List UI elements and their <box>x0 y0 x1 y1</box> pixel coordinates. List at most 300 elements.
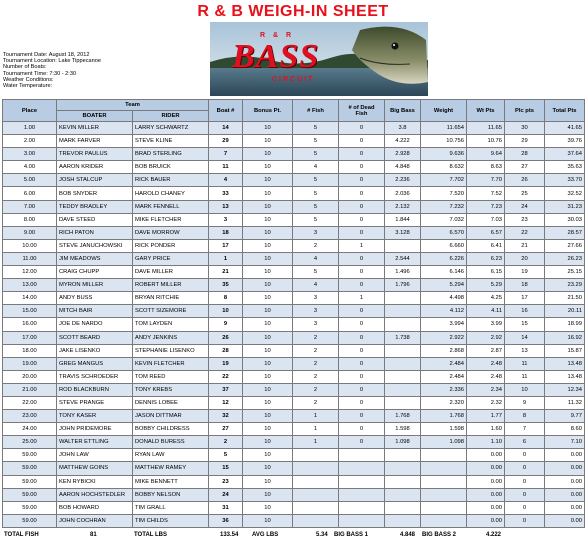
table-row <box>3 279 585 292</box>
cell-total-pts: 9.77 <box>545 410 585 423</box>
cell-big-bass: 2.236 <box>385 174 421 187</box>
cell-plc-pts: 0 <box>505 514 545 527</box>
cell-weight: 4.112 <box>421 305 467 318</box>
cell-big-bass <box>385 396 421 409</box>
cell-total-pts: 23.29 <box>545 279 585 292</box>
header-plc-pts: Plc pts <box>505 100 545 122</box>
cell-wt-pts: 7.23 <box>467 200 505 213</box>
cell-dead-fish: 0 <box>339 331 385 344</box>
cell-place: 8.00 <box>3 213 57 226</box>
cell-weight: 10.756 <box>421 135 467 148</box>
cell-fish <box>293 514 339 527</box>
cell-rider: MIKE FLETCHER <box>133 213 209 226</box>
table-row <box>3 475 585 488</box>
cell-wt-pts: 10.76 <box>467 135 505 148</box>
cell-total-pts: 18.99 <box>545 318 585 331</box>
cell-place: 19.00 <box>3 357 57 370</box>
cell-boater: TRAVIS SCHROEDER <box>57 370 133 383</box>
cell-big-bass: 1.598 <box>385 423 421 436</box>
cell-boat: 15 <box>209 462 243 475</box>
cell-boat: 29 <box>209 135 243 148</box>
cell-wt-pts: 5.29 <box>467 279 505 292</box>
total-lbs-label: TOTAL LBS <box>134 532 167 538</box>
cell-dead-fish: 0 <box>339 423 385 436</box>
cell-dead-fish: 0 <box>339 213 385 226</box>
cell-place: 6.00 <box>3 187 57 200</box>
cell-big-bass <box>385 514 421 527</box>
cell-boater: DAVE STEED <box>57 213 133 226</box>
cell-plc-pts: 13 <box>505 344 545 357</box>
cell-boat: 31 <box>209 501 243 514</box>
cell-boat: 12 <box>209 396 243 409</box>
cell-weight: 1.768 <box>421 410 467 423</box>
cell-place: 24.00 <box>3 423 57 436</box>
cell-big-bass: 1.738 <box>385 331 421 344</box>
header-place: Place <box>3 100 57 122</box>
table-row <box>3 449 585 462</box>
cell-dead-fish: 0 <box>339 410 385 423</box>
cell-weight <box>421 488 467 501</box>
cell-weight: 6.146 <box>421 266 467 279</box>
cell-rider: TIM CHILDS <box>133 514 209 527</box>
table-row <box>3 331 585 344</box>
cell-rider: DONALD BURESS <box>133 436 209 449</box>
cell-dead-fish: 0 <box>339 122 385 135</box>
cell-big-bass <box>385 501 421 514</box>
cell-total-pts: 31.23 <box>545 200 585 213</box>
cell-fish: 2 <box>293 239 339 252</box>
bass-circuit-logo <box>210 22 428 96</box>
cell-plc-pts: 30 <box>505 122 545 135</box>
cell-boater: BOB HOWARD <box>57 501 133 514</box>
cell-place: 12.00 <box>3 266 57 279</box>
cell-plc-pts: 26 <box>505 174 545 187</box>
cell-bonus: 10 <box>243 148 293 161</box>
water-temperature: Water Temperature: <box>3 83 53 90</box>
cell-total-pts: 32.52 <box>545 187 585 200</box>
cell-dead-fish: 0 <box>339 226 385 239</box>
table-row <box>3 370 585 383</box>
total-lbs-value: 133.54 <box>220 532 239 538</box>
cell-big-bass <box>385 305 421 318</box>
header-dead-line1: # of Dead <box>348 104 375 111</box>
cell-bonus: 10 <box>243 200 293 213</box>
cell-total-pts: 11.32 <box>545 396 585 409</box>
cell-dead-fish: 0 <box>339 252 385 265</box>
cell-rider: RICK BAUER <box>133 174 209 187</box>
table-row <box>3 122 585 135</box>
cell-boat: 14 <box>209 122 243 135</box>
cell-rider: GARY PRICE <box>133 252 209 265</box>
cell-plc-pts: 20 <box>505 252 545 265</box>
cell-weight: 7.520 <box>421 187 467 200</box>
cell-plc-pts: 0 <box>505 501 545 514</box>
cell-big-bass: 1.844 <box>385 213 421 226</box>
cell-plc-pts: 23 <box>505 213 545 226</box>
table-row <box>3 239 585 252</box>
cell-wt-pts: 2.48 <box>467 357 505 370</box>
cell-place: 23.00 <box>3 410 57 423</box>
cell-big-bass <box>385 292 421 305</box>
cell-wt-pts: 7.52 <box>467 187 505 200</box>
cell-weight: 11.654 <box>421 122 467 135</box>
cell-big-bass <box>385 370 421 383</box>
cell-dead-fish <box>339 501 385 514</box>
cell-rider: TOM REED <box>133 370 209 383</box>
cell-weight: 9.636 <box>421 148 467 161</box>
cell-boat: 37 <box>209 383 243 396</box>
cell-plc-pts: 25 <box>505 187 545 200</box>
header-wt-pts: Wt Pts <box>467 100 505 122</box>
cell-big-bass <box>385 318 421 331</box>
cell-bonus: 10 <box>243 436 293 449</box>
cell-weight: 2.336 <box>421 383 467 396</box>
cell-place: 10.00 <box>3 239 57 252</box>
cell-boater: JOHN LAW <box>57 449 133 462</box>
cell-big-bass: 1.796 <box>385 279 421 292</box>
cell-rider: SCOTT SIZEMORE <box>133 305 209 318</box>
cell-plc-pts: 17 <box>505 292 545 305</box>
cell-total-pts: 26.23 <box>545 252 585 265</box>
cell-fish <box>293 449 339 462</box>
cell-total-pts: 0.00 <box>545 501 585 514</box>
cell-boater: GREG MANGUS <box>57 357 133 370</box>
table-row <box>3 226 585 239</box>
big-bass-1-value: 4.848 <box>400 532 416 538</box>
cell-bonus: 10 <box>243 514 293 527</box>
cell-fish: 5 <box>293 174 339 187</box>
cell-boater: CRAIG CHUPP <box>57 266 133 279</box>
cell-big-bass: 3.128 <box>385 226 421 239</box>
weigh-in-table <box>2 99 585 528</box>
cell-boat: 23 <box>209 475 243 488</box>
cell-big-bass <box>385 475 421 488</box>
cell-fish <box>293 462 339 475</box>
cell-boater: JOHN COCHRAN <box>57 514 133 527</box>
cell-boat: 1 <box>209 252 243 265</box>
cell-big-bass: 4.848 <box>385 161 421 174</box>
cell-place: 21.00 <box>3 383 57 396</box>
cell-weight: 4.498 <box>421 292 467 305</box>
logo-small-text: R & R <box>260 32 295 39</box>
cell-dead-fish: 0 <box>339 436 385 449</box>
cell-wt-pts: 0.00 <box>467 475 505 488</box>
cell-plc-pts: 9 <box>505 396 545 409</box>
cell-place: 22.00 <box>3 396 57 409</box>
cell-weight: 6.570 <box>421 226 467 239</box>
cell-rider: RYAN LAW <box>133 449 209 462</box>
cell-bonus: 10 <box>243 331 293 344</box>
table-row <box>3 252 585 265</box>
table-row <box>3 187 585 200</box>
cell-rider: MIKE BENNETT <box>133 475 209 488</box>
cell-total-pts: 25.15 <box>545 266 585 279</box>
cell-rider: MARK FENNELL <box>133 200 209 213</box>
cell-total-pts: 39.76 <box>545 135 585 148</box>
cell-rider: BOB BRUICK <box>133 161 209 174</box>
header-big-bass: Big Bass <box>385 100 421 122</box>
logo-main-text: BASS <box>232 38 320 75</box>
cell-boat: 22 <box>209 370 243 383</box>
cell-dead-fish: 0 <box>339 344 385 357</box>
cell-plc-pts: 7 <box>505 423 545 436</box>
cell-boater: ANDY BUSS <box>57 292 133 305</box>
cell-dead-fish: 1 <box>339 292 385 305</box>
cell-dead-fish: 0 <box>339 161 385 174</box>
cell-wt-pts: 2.32 <box>467 396 505 409</box>
cell-place: 18.00 <box>3 344 57 357</box>
cell-big-bass: 3.8 <box>385 122 421 135</box>
cell-dead-fish: 0 <box>339 318 385 331</box>
cell-plc-pts: 21 <box>505 239 545 252</box>
cell-fish: 5 <box>293 148 339 161</box>
cell-rider: BRAD STERLING <box>133 148 209 161</box>
cell-dead-fish: 0 <box>339 383 385 396</box>
cell-boat: 9 <box>209 318 243 331</box>
cell-plc-pts: 27 <box>505 161 545 174</box>
cell-weight: 3.994 <box>421 318 467 331</box>
cell-dead-fish: 0 <box>339 187 385 200</box>
cell-total-pts: 28.57 <box>545 226 585 239</box>
cell-wt-pts: 7.70 <box>467 174 505 187</box>
cell-total-pts: 8.60 <box>545 423 585 436</box>
cell-dead-fish: 0 <box>339 135 385 148</box>
cell-wt-pts: 1.10 <box>467 436 505 449</box>
cell-boater: ROD BLACKBURN <box>57 383 133 396</box>
cell-weight: 7.032 <box>421 213 467 226</box>
cell-bonus: 10 <box>243 370 293 383</box>
cell-fish: 2 <box>293 396 339 409</box>
cell-plc-pts: 6 <box>505 436 545 449</box>
cell-boater: JOSH STALCUP <box>57 174 133 187</box>
cell-place: 13.00 <box>3 279 57 292</box>
cell-plc-pts: 28 <box>505 148 545 161</box>
cell-boat: 32 <box>209 410 243 423</box>
cell-rider: DAVE MILLER <box>133 266 209 279</box>
cell-place: 59.00 <box>3 475 57 488</box>
header-weight: Weight <box>421 100 467 122</box>
cell-boater: AARON HOCHSTEDLER <box>57 488 133 501</box>
cell-rider: LARRY SCHWARTZ <box>133 122 209 135</box>
cell-total-pts: 27.66 <box>545 239 585 252</box>
cell-total-pts: 35.63 <box>545 161 585 174</box>
cell-big-bass <box>385 357 421 370</box>
cell-rider: JASON DITTMAR <box>133 410 209 423</box>
cell-boater: MATTHEW GOINS <box>57 462 133 475</box>
cell-boater: RICH PATON <box>57 226 133 239</box>
cell-wt-pts: 0.00 <box>467 449 505 462</box>
cell-bonus: 10 <box>243 383 293 396</box>
cell-rider: TOM LAYDEN <box>133 318 209 331</box>
cell-big-bass <box>385 449 421 462</box>
header-team: Team <box>57 100 209 111</box>
cell-weight <box>421 462 467 475</box>
table-row <box>3 305 585 318</box>
cell-wt-pts: 0.00 <box>467 514 505 527</box>
cell-big-bass <box>385 462 421 475</box>
cell-place: 59.00 <box>3 449 57 462</box>
header-dead-line2: Fish <box>355 110 368 117</box>
cell-dead-fish: 0 <box>339 200 385 213</box>
cell-boater: AARON KRIDER <box>57 161 133 174</box>
cell-boater: TEDDY BRADLEY <box>57 200 133 213</box>
logo-sub-text: CIRCUIT <box>272 76 315 83</box>
cell-big-bass <box>385 239 421 252</box>
cell-fish: 5 <box>293 135 339 148</box>
cell-boater: TREVOR PAULUS <box>57 148 133 161</box>
cell-total-pts: 15.87 <box>545 344 585 357</box>
cell-bonus: 10 <box>243 462 293 475</box>
table-row <box>3 174 585 187</box>
cell-fish: 3 <box>293 292 339 305</box>
cell-fish: 2 <box>293 357 339 370</box>
cell-rider: RICK PONDER <box>133 239 209 252</box>
cell-fish: 4 <box>293 161 339 174</box>
cell-wt-pts: 2.87 <box>467 344 505 357</box>
cell-boat: 24 <box>209 488 243 501</box>
cell-place: 59.00 <box>3 462 57 475</box>
cell-boater: TONY KASER <box>57 410 133 423</box>
table-row <box>3 161 585 174</box>
table-row <box>3 266 585 279</box>
cell-rider: DENNIS LOBEE <box>133 396 209 409</box>
cell-dead-fish <box>339 488 385 501</box>
cell-bonus: 10 <box>243 501 293 514</box>
cell-dead-fish <box>339 449 385 462</box>
cell-place: 2.00 <box>3 135 57 148</box>
cell-boater: KEVIN MILLER <box>57 122 133 135</box>
cell-fish <box>293 475 339 488</box>
cell-wt-pts: 0.00 <box>467 462 505 475</box>
number-of-boats: Number of Boats: <box>3 64 47 71</box>
cell-boater: SCOTT BEARD <box>57 331 133 344</box>
cell-boater: STEVE PRANGE <box>57 396 133 409</box>
cell-wt-pts: 0.00 <box>467 501 505 514</box>
cell-total-pts: 20.11 <box>545 305 585 318</box>
big-bass-2-value: 4.222 <box>486 532 502 538</box>
cell-plc-pts: 10 <box>505 383 545 396</box>
cell-wt-pts: 2.34 <box>467 383 505 396</box>
cell-total-pts: 30.03 <box>545 213 585 226</box>
cell-place: 15.00 <box>3 305 57 318</box>
cell-plc-pts: 29 <box>505 135 545 148</box>
header-bonus: Bonus Pt. <box>243 100 293 122</box>
cell-weight: 2.484 <box>421 357 467 370</box>
cell-plc-pts: 11 <box>505 370 545 383</box>
cell-plc-pts: 14 <box>505 331 545 344</box>
cell-boat: 2 <box>209 436 243 449</box>
table-row <box>3 488 585 501</box>
cell-rider: BRYAN RITCHIE <box>133 292 209 305</box>
cell-rider: BOBBY CHILDRESS <box>133 423 209 436</box>
table-row <box>3 344 585 357</box>
cell-place: 25.00 <box>3 436 57 449</box>
cell-weight: 8.632 <box>421 161 467 174</box>
cell-bonus: 10 <box>243 161 293 174</box>
header-dead-fish <box>339 100 385 122</box>
cell-big-bass <box>385 488 421 501</box>
cell-weight: 1.098 <box>421 436 467 449</box>
cell-bonus: 10 <box>243 449 293 462</box>
cell-total-pts: 13.48 <box>545 357 585 370</box>
cell-weight <box>421 514 467 527</box>
cell-place: 17.00 <box>3 331 57 344</box>
cell-dead-fish: 0 <box>339 370 385 383</box>
cell-wt-pts: 6.41 <box>467 239 505 252</box>
cell-place: 5.00 <box>3 174 57 187</box>
cell-boat: 27 <box>209 423 243 436</box>
cell-fish: 4 <box>293 252 339 265</box>
cell-wt-pts: 6.15 <box>467 266 505 279</box>
cell-big-bass: 2.132 <box>385 200 421 213</box>
cell-fish: 1 <box>293 436 339 449</box>
cell-total-pts: 21.50 <box>545 292 585 305</box>
header-boat: Boat # <box>209 100 243 122</box>
cell-fish: 3 <box>293 226 339 239</box>
cell-place: 14.00 <box>3 292 57 305</box>
cell-fish: 5 <box>293 200 339 213</box>
cell-boat: 26 <box>209 331 243 344</box>
total-fish-label: TOTAL FISH <box>4 532 39 538</box>
header-rider: RIDER <box>133 111 209 122</box>
table-row <box>3 200 585 213</box>
weather-conditions: Weather Conditions: <box>3 76 54 83</box>
cell-plc-pts: 0 <box>505 475 545 488</box>
cell-bonus: 10 <box>243 239 293 252</box>
cell-dead-fish: 0 <box>339 357 385 370</box>
cell-boat: 13 <box>209 200 243 213</box>
cell-fish: 3 <box>293 318 339 331</box>
cell-boater: KEN RYBICKI <box>57 475 133 488</box>
tournament-info <box>3 52 101 89</box>
cell-weight: 6.226 <box>421 252 467 265</box>
cell-wt-pts: 3.99 <box>467 318 505 331</box>
table-row <box>3 410 585 423</box>
cell-boat: 11 <box>209 161 243 174</box>
cell-weight: 2.320 <box>421 396 467 409</box>
cell-weight: 2.922 <box>421 331 467 344</box>
cell-bonus: 10 <box>243 488 293 501</box>
cell-dead-fish: 0 <box>339 148 385 161</box>
cell-big-bass <box>385 344 421 357</box>
cell-boater: JOHN PRIDEMORE <box>57 423 133 436</box>
cell-big-bass: 2.928 <box>385 148 421 161</box>
cell-bonus: 10 <box>243 187 293 200</box>
cell-boat: 10 <box>209 305 243 318</box>
cell-plc-pts: 24 <box>505 200 545 213</box>
cell-plc-pts: 0 <box>505 462 545 475</box>
cell-bonus: 10 <box>243 305 293 318</box>
cell-boat: 21 <box>209 266 243 279</box>
cell-plc-pts: 0 <box>505 449 545 462</box>
cell-rider: KEVIN FLETCHER <box>133 357 209 370</box>
cell-rider: HAROLD CHANEY <box>133 187 209 200</box>
cell-boat: 7 <box>209 148 243 161</box>
cell-place: 59.00 <box>3 514 57 527</box>
cell-rider: MATTHEW RAMEY <box>133 462 209 475</box>
tournament-location: Tournament Location: Lake Tippecanoe <box>3 58 101 65</box>
header-fish: # Fish <box>293 100 339 122</box>
table-row <box>3 436 585 449</box>
avg-lbs-label: AVG LBS <box>252 532 279 538</box>
cell-plc-pts: 16 <box>505 305 545 318</box>
cell-boat: 17 <box>209 239 243 252</box>
cell-weight: 2.484 <box>421 370 467 383</box>
cell-fish: 5 <box>293 187 339 200</box>
table-row <box>3 135 585 148</box>
sheet-title: R & B WEIGH-IN SHEET <box>197 3 389 20</box>
cell-wt-pts: 4.11 <box>467 305 505 318</box>
